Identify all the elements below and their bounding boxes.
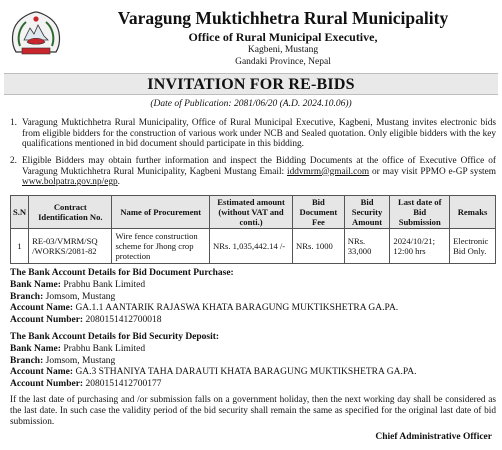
egp-website-link[interactable]: www.bolpatra.gov.np/egp [22,177,118,188]
paragraph-number: 2. [10,156,17,166]
paragraph-invitation [10,118,496,150]
column-header-security-amount: Bid Security Amount [344,196,390,229]
account-name-value: GA.1.1 AANTARIK RAJASWA KHATA BARAGUNG MUKTIKSHETRA GA.PA. [73,303,399,314]
account-name-line [10,367,496,379]
paragraph-text-part: Eligible Bidders may obtain further information and inspect the Bidding Documents at the office of Executive Office of Varagung Muktichhetra Rural Municipality, Kagbeni Mustang Email: [22,156,496,177]
bank-name-line [10,344,496,356]
account-number-label: Account Number: [10,315,84,326]
bid-details-table [10,195,496,264]
account-number-label: Account Number: [10,379,84,390]
contact-email-link[interactable]: iddvmrm@gmail.com [286,166,370,177]
branch-value: Jomsom, Mustang [43,355,116,366]
account-number-value: 2080151412700177 [83,379,162,390]
bank-name-label: Bank Name: [10,279,61,290]
paragraph-text [22,156,496,188]
municipality-title: Varagung Muktichhetra Rural Municipality [117,8,449,28]
account-number-line [10,379,496,391]
cell-contract-id: RE-03/VMRM/SQ /WORKS/2081-82 [29,229,112,264]
cell-last-date: 2024/10/21; 12:00 hrs [390,229,450,264]
signatory-title: Chief Administrative Officer [375,432,492,442]
column-header-sn: S.N [11,196,29,229]
table-header-row [11,196,496,229]
publication-date: (Date of Publication: 2081/06/20 (A.D. 2024.10.06)) [150,99,352,109]
cell-remarks: Electronic Bid Only. [450,229,496,264]
table-row [11,229,496,264]
bank-details-heading: The Bank Account Details for Bid Document Purchase: [10,268,234,278]
bank-name-value: Prabhu Bank Limited [60,343,146,354]
account-name-line [10,303,496,315]
column-header-procurement: Name of Procurement [112,196,210,229]
account-number-line [10,315,496,327]
cell-procurement: Wire fence construction scheme for Jhong crop protection [112,229,210,264]
nepal-government-emblem-icon [10,10,62,58]
account-number-value: 2080151412700018 [83,315,162,326]
account-name-value: GA.3 STHANIYA TAHA DARAUTI KHATA BARAGUNG MUKTIKSHETRA GA.PA. [73,367,417,378]
bank-name-line [10,280,496,292]
paragraph-number: 1. [10,118,17,128]
cell-estimate: NRs. 1,035,442.14 /- [210,229,293,264]
column-header-document-fee: Bid Document Fee [293,196,345,229]
address-line-2: Gandaki Province, Nepal [235,57,331,67]
bank-details-purchase [10,268,496,327]
bank-details-heading: The Bank Account Details for Bid Security Deposit: [10,332,220,342]
account-name-label: Account Name: [10,303,74,314]
cell-document-fee: NRs. 1000 [293,229,345,264]
bank-name-value: Prabhu Bank Limited [60,279,146,290]
branch-line [10,356,496,368]
holiday-clause: If the last date of purchasing and /or submission falls on a government holiday, then the next working day shall be considered as the last date. In such case the validity period of the bid security shall remain the same as specified for the original last date of bid submission. [10,395,496,427]
notice-heading-banner: INVITATION FOR RE-BIDS [4,73,498,95]
branch-label: Branch: [10,291,44,302]
cell-security-amount: NRs. 33,000 [344,229,390,264]
paragraph-text-part: or may visit PPMO e-GP system [369,166,496,177]
branch-line [10,292,496,304]
paragraph-text-part: . [117,177,120,188]
bank-details-security [10,332,496,391]
column-header-estimate: Estimated amount (without VAT and conti.) [210,196,293,229]
column-header-contract-id: Contract Identification No. [29,196,112,229]
branch-value: Jomsom, Mustang [43,291,116,302]
address-line-1: Kagbeni, Mustang [247,45,319,55]
office-name: Office of Rural Municipal Executive, [188,30,378,44]
paragraph-text: Varagung Muktichhetra Rural Municipality, Office of Rural Municipal Executive, Kagbeni, Mustang invites electronic bids from eligible bidders for the construction of various work under NCB and Sealed quotation. Only eligible bidders with the key qualifications mentioned in bid document should participate in this bidding. [22,118,496,150]
column-header-last-date: Last date of Bid Submission [390,196,450,229]
cell-sn: 1 [11,229,29,264]
account-name-label: Account Name: [10,367,74,378]
column-header-remarks: Remaks [450,196,496,229]
branch-label: Branch: [10,355,44,366]
bank-name-label: Bank Name: [10,343,61,354]
paragraph-eligibility [10,156,496,188]
letterhead [0,6,502,68]
